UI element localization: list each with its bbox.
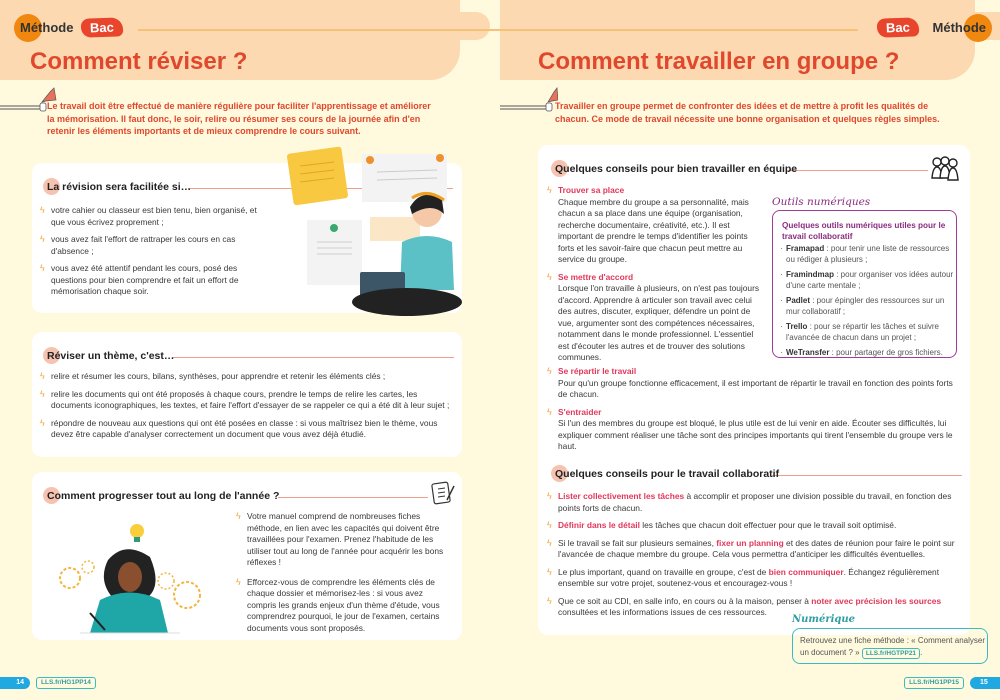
list-item: ϟ Votre manuel comprend de nombreuses fiches méthode, en lien avec les capacités qui doivent être travaillées pour l'examen. Prenez l'habitude de les utiliser tout au long de l'année pour acquérir les bons réflexes !	[236, 511, 444, 567]
numerique-text: Retrouvez une fiche méthode : « Comment analyser un document ? » LLS.fr/HGTPP21 .	[800, 636, 985, 657]
progress-list	[236, 511, 454, 640]
bolt-icon: ϟ	[547, 566, 552, 577]
method-badge	[877, 18, 986, 37]
bolt-icon: ϟ	[40, 234, 45, 244]
list-item: ϟ relire les documents qui ont été proposés à chaque cours, prendre le temps de relire les cartes, les documents iconographiques, les textes, et faire l'effort d'essayer de se rappeler ce qui a été dit à leur sujet ;	[40, 388, 450, 410]
section-title: Quelques conseils pour le travail collaboratif	[555, 468, 779, 480]
list-item: ϟ Efforcez-vous de comprendre les éléments clés de chaque dossier et mémorisez-les : si vous avez compris les grands enjeux d'un thème d'étude, vous comprendrez pourquoi, le jour de l'examen, certains documents vous sont proposés.	[236, 576, 440, 633]
tool-item: · Trello : pour se répartir les tâches et suivre l'avancée de chacun dans un projet ;	[780, 321, 956, 343]
header-rule	[500, 29, 858, 31]
header-rule	[138, 29, 500, 31]
bolt-icon: ϟ	[547, 595, 552, 606]
bolt-icon: ϟ	[547, 537, 552, 548]
list-item: ϟ vous avez fait l'effort de rattraper les cours en cas d'absence ;	[40, 234, 236, 256]
list-item: ϟ vous avez été attentif pendant les cours, posé des questions pour bien comprendre et fait un effort de mémorisation chaque soir.	[40, 263, 239, 296]
tool-item: · Framindmap : pour organiser vos idées autour d'une carte mentale ;	[780, 269, 956, 291]
section-title: Comment progresser tout au long de l'année ?	[47, 490, 279, 502]
list-item: ϟ Le plus important, quand on travaille en groupe, c'est de bien communiquer. Échangez régulièrement ensemble sur votre projet, soutenez-vous et encouragez-vous !	[547, 566, 940, 588]
collab-tips-list	[547, 491, 962, 625]
methode-label: Méthode	[14, 20, 73, 35]
bolt-icon: ϟ	[547, 271, 552, 282]
list-item: ϟ Trouver sa place Chaque membre du groupe a sa personnalité, mais chacun a sa place dans une équipe (organisation, recherche documentaire, créativité, etc.). Il est important de prendre le temps d'identifier les points forts et les savoir-faire que chacun peut mettre au service du groupe.	[547, 185, 749, 264]
list-item: ϟ relire et résumer les cours, bilans, synthèses, pour apprendre et retenir les éléments clés ;	[40, 371, 386, 381]
bolt-icon: ϟ	[40, 388, 45, 399]
megaphone-icon	[500, 86, 558, 112]
tools-heading: Quelques outils numériques utiles pour le travail collaboratif	[782, 221, 946, 241]
list-item: ϟ S'entraider Si l'un des membres du groupe est bloqué, le plus utile est de lui venir en aide. Écouter ses difficultés, lui expliquer comment réaliser une tâche sont des principes importants qui tirent l'ensemble du groupe vers le haut.	[547, 406, 953, 451]
bolt-icon: ϟ	[40, 263, 45, 273]
bolt-icon: ϟ	[40, 205, 45, 215]
bolt-icon: ϟ	[40, 371, 45, 381]
revision-list	[40, 205, 265, 304]
footer-link[interactable]: LLS.fr/HG1PP15	[904, 677, 964, 689]
bolt-icon: ϟ	[40, 417, 45, 428]
bolt-icon: ϟ	[547, 406, 552, 417]
bac-tag: Bac	[876, 17, 918, 37]
intro-text: Travailler en groupe permet de confronter des idées et de mettre à profit les qualités de chacun. Ce mode de travail nécessite une bonne organisation et quelques règles simples.	[555, 101, 940, 124]
tools-list	[780, 243, 956, 362]
methode-label: Méthode	[927, 20, 986, 35]
list-item: ϟ Se mettre d'accord Lorsque l'on travaille à plusieurs, on n'est pas toujours d'accord. Apprendre à articuler son travail avec celui des autres, discuter, expliquer, défendre un point de vue, argumenter sont des compétences nécessaires, notamment dans le monde professionnel. L'essentiel est d'écouter les autres et de trouver des solutions communes.	[547, 271, 760, 362]
bolt-icon: ϟ	[547, 185, 552, 195]
bolt-icon: ϟ	[547, 491, 552, 501]
bolt-icon: ϟ	[547, 366, 552, 376]
page-title: Comment réviser ?	[30, 48, 248, 75]
team-tips-list	[547, 185, 762, 370]
numerique-link[interactable]: LLS.fr/HGTPP21	[862, 648, 920, 659]
checklist-icon	[430, 480, 456, 506]
list-item: ϟ répondre de nouveau aux questions qui ont été posées en classe : si vous maîtrisez bien le thème, vous devez être capable d'analyser correctement un document que vous avez déjà étudié.	[40, 417, 438, 439]
tool-item: · Framapad : pour tenir une liste de ressources ou rédiger à plusieurs ;	[780, 243, 956, 265]
page-number: 14	[0, 677, 30, 689]
team-icon	[930, 156, 960, 182]
list-item: ϟ Si le travail se fait sur plusieurs semaines, fixer un planning et des dates de réunion pour faire le point sur l'avancée de chaque membre du groupe. Cela vous permettra d'anticiper les difficultés éventuelles.	[547, 537, 955, 559]
list-item: ϟ Se répartir le travail Pour qu'un groupe fonctionne efficacement, il est important de répartir le travail en fonction des points forts de chacun.	[547, 366, 953, 399]
section-title: La révision sera facilitée si…	[47, 181, 191, 193]
intro-text: Le travail doit être effectué de manière régulière pour faciliter l'apprentissage et améliorer la mémorisation. Il faut donc, le soir, relire ou résumer ses cours de la journée afin d'en retenir les éléments importants et de mieux comprendre le cours suivant.	[47, 101, 431, 136]
bolt-icon: ϟ	[236, 576, 241, 587]
right-page	[500, 0, 1000, 700]
footer-link[interactable]: LLS.fr/HG1PP14	[36, 677, 96, 689]
list-item: ϟ Que ce soit au CDI, en salle info, en cours ou à la maison, penser à noter avec précision les sources consultées et les informations issues de ces ressources.	[547, 595, 942, 617]
tool-item: · Padlet : pour épingler des ressources sur un mur collaboratif ;	[780, 295, 956, 317]
section-title: Quelques conseils pour bien travailler en équipe	[555, 163, 797, 175]
page-number: 15	[970, 677, 1000, 689]
list-item: ϟ Définir dans le détail les tâches que chacun doit effectuer pour que le travail soit optimisé.	[547, 520, 897, 530]
bac-tag: Bac	[81, 17, 123, 37]
method-badge	[14, 18, 123, 37]
student-laptop-illustration	[282, 142, 467, 322]
page-title: Comment travailler en groupe ?	[538, 48, 900, 75]
student-thinking-illustration	[50, 515, 210, 635]
tool-item: · WeTransfer : pour partager de gros fichiers.	[780, 347, 956, 358]
bolt-icon: ϟ	[236, 511, 241, 521]
numerique-label: Numérique	[792, 614, 856, 625]
theme-list	[40, 371, 455, 447]
list-item: ϟ votre cahier ou classeur est bien tenu, bien organisé, et que vous écrivez proprement ;	[40, 205, 257, 227]
section-title: Réviser un thème, c'est…	[47, 350, 174, 362]
tools-label: Outils numériques	[772, 196, 871, 208]
list-item: ϟ Lister collectivement les tâches à accomplir et proposer une division possible du travail, en fonction des points forts de chacun.	[547, 491, 952, 513]
bolt-icon: ϟ	[547, 520, 552, 530]
team-tips-list-2	[547, 366, 957, 459]
